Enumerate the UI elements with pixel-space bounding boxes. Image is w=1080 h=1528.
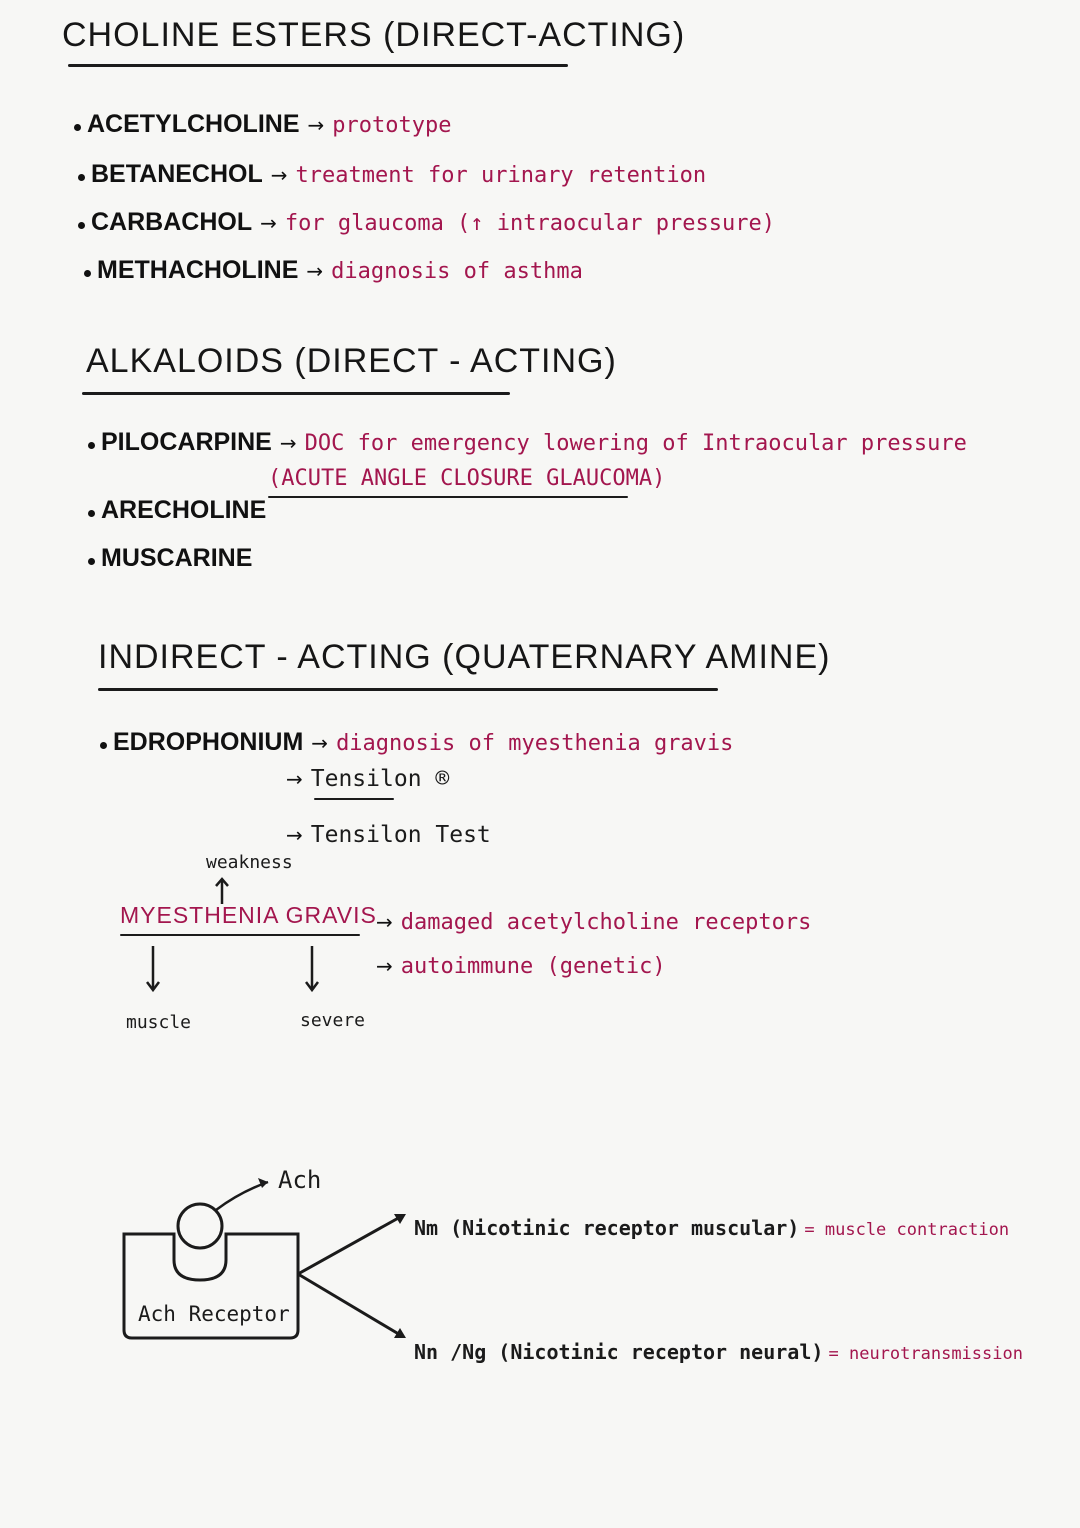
bullet-dot <box>84 270 91 277</box>
heading-underline <box>68 64 568 67</box>
drug-note-continued: (ACUTE ANGLE CLOSURE GLAUCOMA) <box>268 466 666 491</box>
drug-note: for glaucoma (↑ intraocular pressure) <box>284 211 775 236</box>
arrow-down-icon <box>302 944 322 994</box>
bullet-dot <box>78 222 85 229</box>
list-item <box>78 208 775 237</box>
drug-name: BETANECHOL <box>91 160 263 188</box>
list-item <box>78 160 706 189</box>
nm-effect: = muscle contraction <box>804 1220 1010 1240</box>
nn-label: Nn /Ng (Nicotinic receptor neural) <box>414 1340 824 1364</box>
list-item <box>100 728 733 757</box>
sub-note-text: Tensilon ® <box>310 766 450 792</box>
drug-name: CARBACHOL <box>91 208 253 236</box>
mg-cause <box>376 954 666 979</box>
indirect-acting-heading: INDIRECT - ACTING (QUATERNARY AMINE) <box>98 638 831 676</box>
muscle-label: muscle <box>126 1012 192 1033</box>
bullet-dot <box>78 174 85 181</box>
arrow-right-icon: → <box>286 823 303 847</box>
drug-note: diagnosis of myesthenia gravis <box>336 731 734 756</box>
arrow-right-icon: → <box>376 954 393 978</box>
mg-cause-text: autoimmune (genetic) <box>400 954 666 979</box>
sub-note-text: Tensilon Test <box>310 822 491 848</box>
nm-receptor <box>414 1216 1009 1240</box>
bullet-dot <box>88 510 95 517</box>
ach-receptor-diagram <box>110 1170 430 1360</box>
drug-name: ACETYLCHOLINE <box>87 110 300 138</box>
arrow-down-icon <box>143 944 163 994</box>
drug-note: DOC for emergency lowering of Intraocular pressure <box>304 431 967 456</box>
arrow-right-icon: → <box>279 431 297 455</box>
arrow-right-icon: → <box>311 731 329 755</box>
drug-name: EDROPHONIUM <box>113 728 304 756</box>
ach-label: Ach <box>278 1166 322 1194</box>
arrow-right-icon: → <box>307 113 325 137</box>
bullet-dot <box>100 742 107 749</box>
heading-underline <box>82 392 510 395</box>
drug-note: diagnosis of asthma <box>331 259 583 284</box>
arrow-right-icon: → <box>260 211 277 235</box>
nn-effect: = neurotransmission <box>828 1344 1023 1364</box>
nn-receptor <box>414 1340 1023 1364</box>
arrow-right-icon: → <box>376 910 393 934</box>
mg-underline <box>120 934 360 936</box>
alkaloids-heading: ALKALOIDS (DIRECT - ACTING) <box>86 342 617 380</box>
drug-name: METHACHOLINE <box>97 256 299 284</box>
arrow-right-icon: → <box>286 767 303 791</box>
mg-cause <box>376 910 811 935</box>
severe-label: severe <box>300 1010 366 1031</box>
list-item <box>84 256 583 285</box>
list-item <box>74 110 451 139</box>
list-item <box>88 428 967 457</box>
ach-receptor-label: Ach Receptor <box>138 1302 290 1326</box>
drug-name: PILOCARPINE <box>101 428 272 456</box>
sub-note <box>286 822 491 848</box>
nm-label: Nm (Nicotinic receptor muscular) <box>414 1216 800 1240</box>
weakness-label: weakness <box>206 852 293 873</box>
note-underline <box>314 798 394 800</box>
list-item <box>88 496 266 525</box>
arrow-right-icon: → <box>270 163 288 187</box>
bullet-dot <box>88 558 95 565</box>
drug-note: prototype <box>332 113 452 138</box>
drug-note: treatment for urinary retention <box>295 163 707 188</box>
mg-cause-text: damaged acetylcholine receptors <box>400 910 812 935</box>
list-item <box>88 544 252 573</box>
bullet-dot <box>88 442 95 449</box>
bullet-dot <box>74 124 81 131</box>
arrow-right-icon: → <box>306 259 324 283</box>
heading-underline <box>98 688 718 691</box>
drug-name: MUSCARINE <box>101 544 253 572</box>
choline-esters-heading: CHOLINE ESTERS (DIRECT-ACTING) <box>62 16 686 54</box>
sub-note <box>286 766 449 792</box>
drug-name: ARECHOLINE <box>101 496 267 524</box>
mg-label: MYESTHENIA GRAVIS <box>120 902 377 928</box>
note-underline <box>268 496 628 498</box>
